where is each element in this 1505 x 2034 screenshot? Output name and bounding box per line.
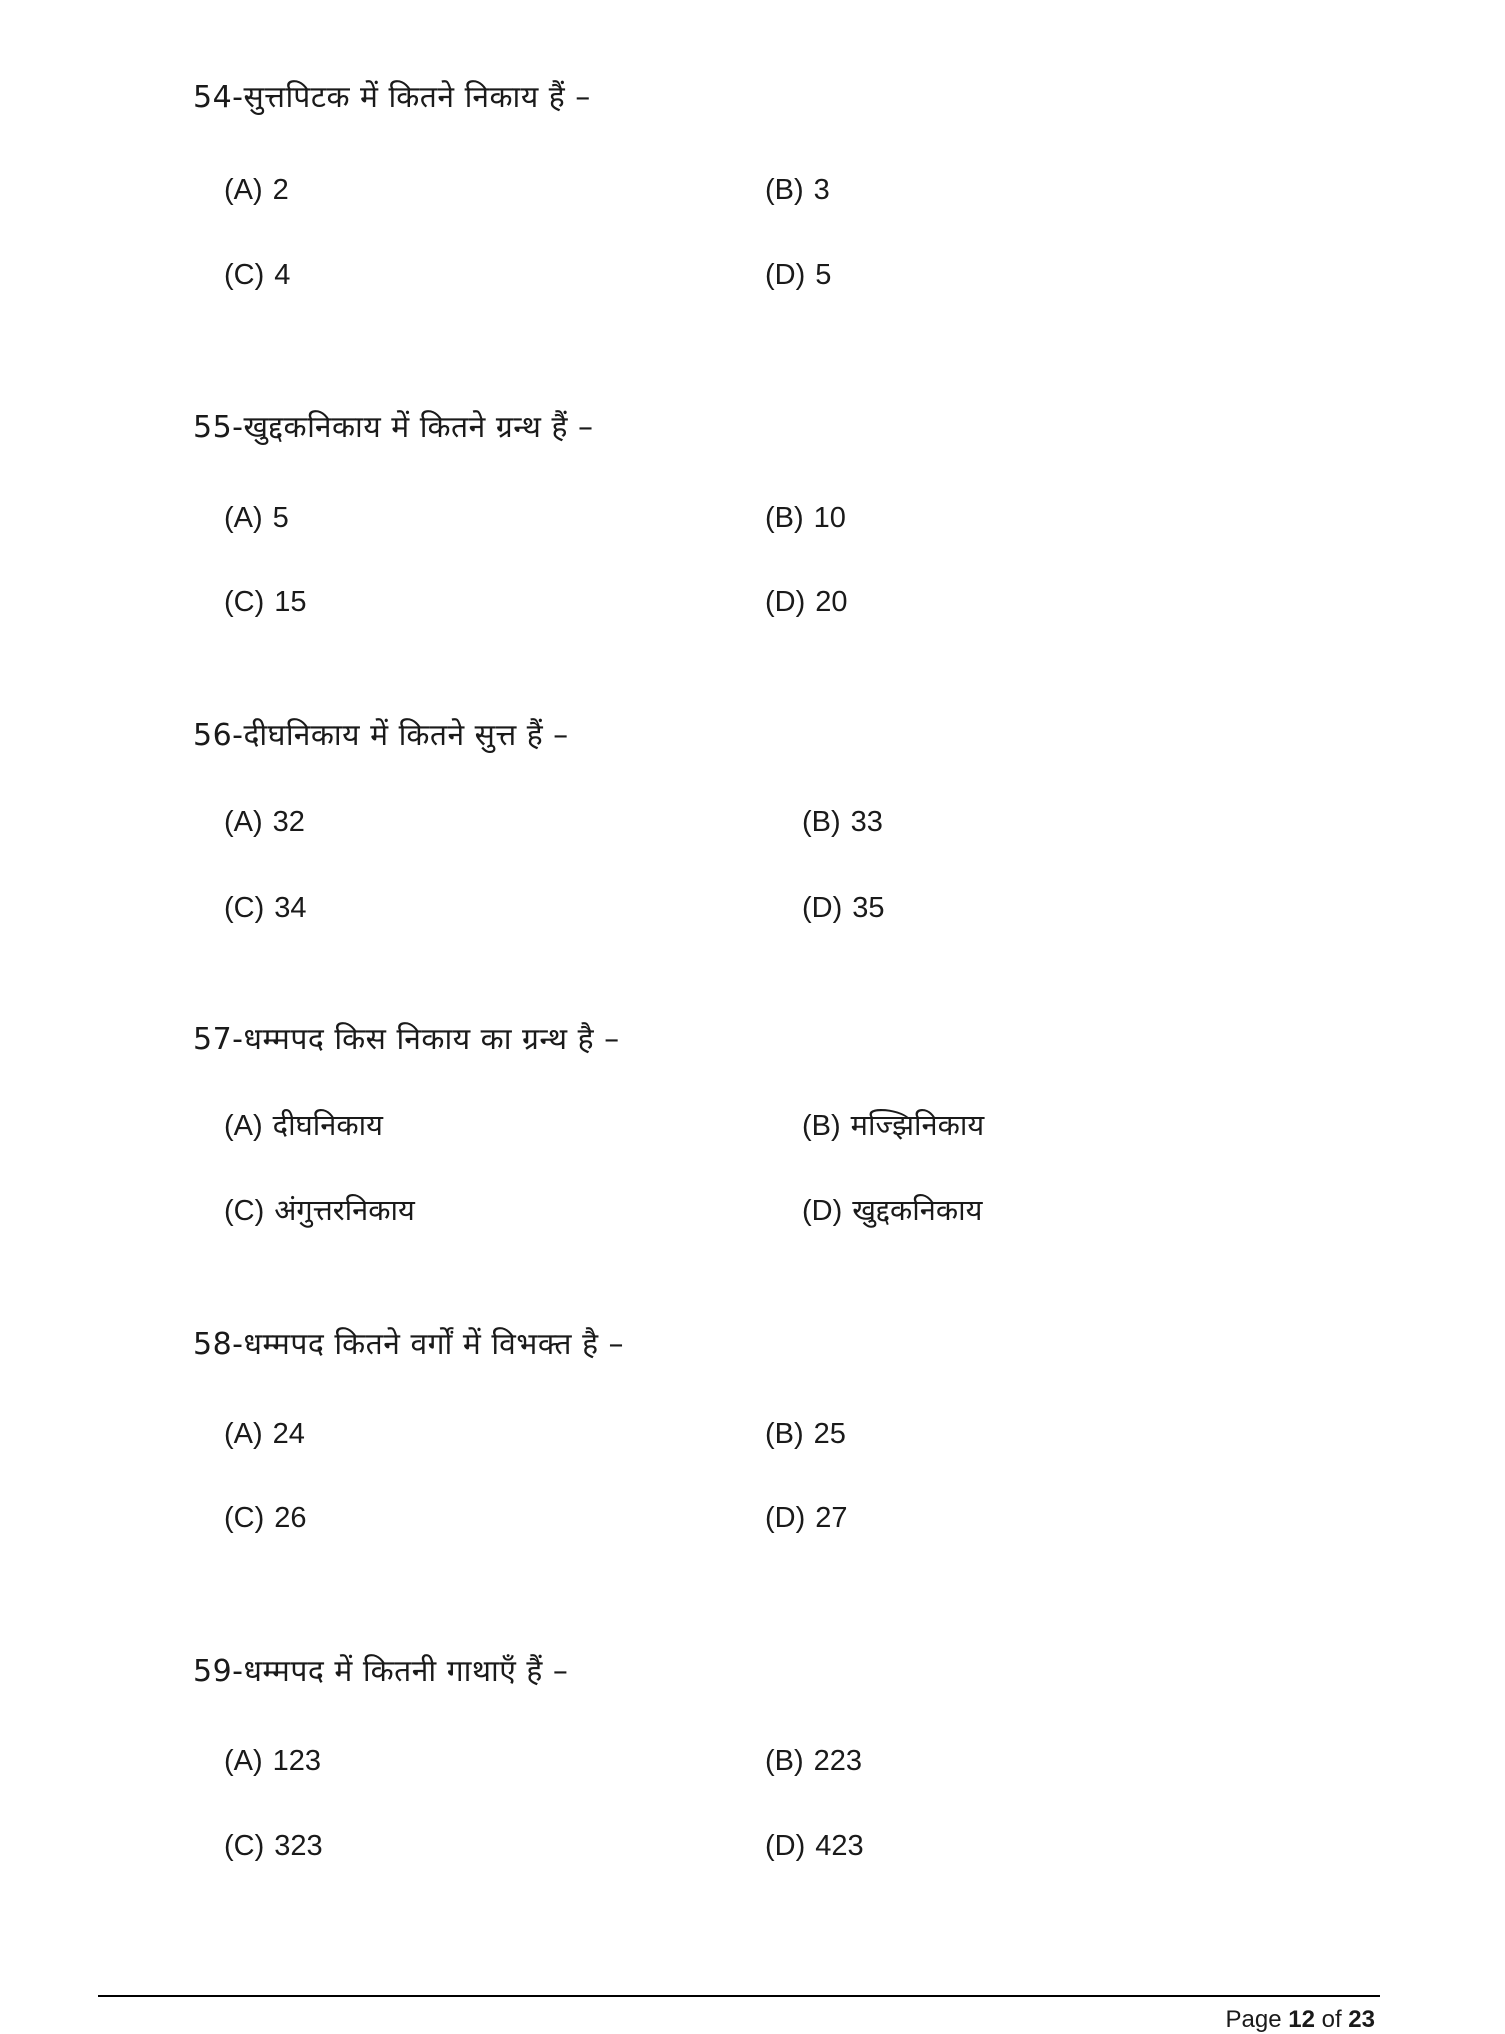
question-text: 58-धम्मपद कितने वर्गों में विभक्त है – (193, 1327, 625, 1362)
option-value: 34 (274, 892, 307, 924)
question-54 (193, 78, 1343, 118)
option-value: 123 (272, 1745, 322, 1777)
option-label: (B) (765, 174, 804, 206)
option-label: (D) (765, 1830, 806, 1862)
option-value: 3 (813, 174, 830, 206)
option-c (224, 1828, 323, 1864)
option-value: 25 (813, 1418, 846, 1450)
option-a (224, 804, 305, 840)
option-d (802, 1193, 983, 1229)
option-d (802, 890, 885, 926)
option-a (224, 1743, 321, 1779)
option-c (224, 584, 307, 620)
option-b (765, 500, 846, 536)
option-label: (B) (802, 1110, 841, 1142)
of-word: of (1321, 2006, 1342, 2033)
option-value: 32 (272, 806, 305, 838)
option-value: मज्झिनिकाय (850, 1110, 985, 1142)
option-label: (C) (224, 1830, 265, 1862)
option-label: (D) (765, 259, 806, 291)
question-text: 56-दीघनिकाय में कितने सुत्त हैं – (193, 718, 569, 753)
option-value: 5 (272, 502, 289, 534)
option-c (224, 890, 307, 926)
option-b (802, 1108, 984, 1144)
option-value: 10 (813, 502, 846, 534)
option-label: (D) (765, 586, 806, 618)
option-b (765, 1416, 846, 1452)
question-58 (193, 1325, 1343, 1365)
option-label: (B) (765, 502, 804, 534)
option-c (224, 1500, 307, 1536)
option-label: (A) (224, 174, 263, 206)
question-56 (193, 716, 1343, 756)
option-label: (A) (224, 1110, 263, 1142)
question-55 (193, 408, 1343, 448)
option-value: 2 (272, 174, 289, 206)
question-59 (193, 1652, 1343, 1692)
option-value: खुद्दकनिकाय (852, 1195, 983, 1227)
option-value: 27 (815, 1502, 848, 1534)
option-value: 4 (274, 259, 291, 291)
option-label: (A) (224, 1418, 263, 1450)
question-57 (193, 1020, 1343, 1060)
option-b (765, 1743, 862, 1779)
option-value: 20 (815, 586, 848, 618)
option-d (765, 1500, 848, 1536)
option-a (224, 500, 289, 536)
option-a (224, 1416, 305, 1452)
option-label: (B) (765, 1418, 804, 1450)
option-label: (C) (224, 259, 265, 291)
option-label: (A) (224, 806, 263, 838)
option-label: (C) (224, 1502, 265, 1534)
option-value: 323 (274, 1830, 323, 1862)
option-a (224, 172, 289, 208)
option-value: 26 (274, 1502, 307, 1534)
option-label: (C) (224, 586, 265, 618)
option-label: (B) (802, 806, 841, 838)
option-value: 33 (850, 806, 883, 838)
option-label: (C) (224, 892, 265, 924)
footer-divider (98, 1995, 1380, 1997)
option-value: 5 (815, 259, 832, 291)
option-label: (D) (765, 1502, 806, 1534)
option-label: (D) (802, 892, 843, 924)
option-value: दीघनिकाय (272, 1110, 383, 1142)
question-text: 59-धम्मपद में कितनी गाथाएँ हैं – (193, 1654, 569, 1689)
total-pages-number: 23 (1348, 2006, 1375, 2033)
option-label: (B) (765, 1745, 804, 1777)
option-label: (D) (802, 1195, 843, 1227)
option-value: 423 (815, 1830, 864, 1862)
option-c (224, 257, 290, 293)
question-text: 57-धम्मपद किस निकाय का ग्रन्थ है – (193, 1022, 620, 1057)
option-a (224, 1108, 383, 1144)
question-text: 55-खुद्दकनिकाय में कितने ग्रन्थ हैं – (193, 410, 594, 445)
option-b (765, 172, 830, 208)
option-value: 35 (852, 892, 885, 924)
option-d (765, 584, 848, 620)
page-word: Page (1225, 2006, 1282, 2033)
option-label: (A) (224, 1745, 263, 1777)
current-page-number: 12 (1288, 2006, 1315, 2033)
option-value: अंगुत्तरनिकाय (274, 1195, 415, 1227)
question-text: 54-सुत्तपिटक में कितने निकाय हैं – (193, 80, 591, 115)
option-label: (C) (224, 1195, 265, 1227)
option-value: 223 (813, 1745, 863, 1777)
page-indicator (1226, 2007, 1376, 2033)
option-value: 15 (274, 586, 307, 618)
option-d (765, 257, 831, 293)
option-label: (A) (224, 502, 263, 534)
option-d (765, 1828, 864, 1864)
option-b (802, 804, 883, 840)
option-value: 24 (272, 1418, 305, 1450)
option-c (224, 1193, 415, 1229)
